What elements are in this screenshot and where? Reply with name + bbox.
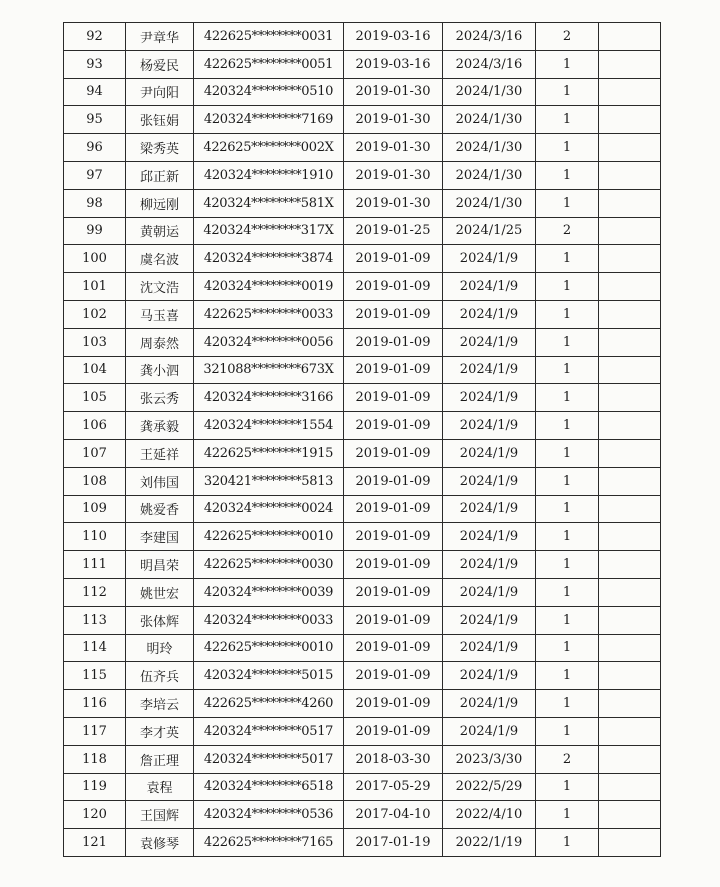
count-cell: 1	[536, 801, 599, 829]
count-cell: 1	[536, 634, 599, 662]
row-number-cell: 118	[64, 745, 126, 773]
empty-remark-cell	[599, 78, 661, 106]
start-date-cell: 2019-01-09	[344, 273, 443, 301]
table-row	[64, 745, 661, 773]
count-cell: 1	[536, 773, 599, 801]
table-row	[64, 78, 661, 106]
table-row	[64, 662, 661, 690]
name-cell: 龚小泗	[126, 356, 194, 384]
count-cell: 1	[536, 495, 599, 523]
start-date-cell: 2019-01-09	[344, 690, 443, 718]
count-cell: 1	[536, 717, 599, 745]
count-cell: 1	[536, 78, 599, 106]
start-date-cell: 2017-05-29	[344, 773, 443, 801]
table-row	[64, 245, 661, 273]
id-number-cell: 320421********5813	[194, 467, 344, 495]
end-date-cell: 2022/5/29	[443, 773, 536, 801]
table-row	[64, 439, 661, 467]
id-number-cell: 422625********0010	[194, 634, 344, 662]
empty-remark-cell	[599, 690, 661, 718]
end-date-cell: 2024/1/9	[443, 495, 536, 523]
start-date-cell: 2019-01-09	[344, 495, 443, 523]
table-row	[64, 523, 661, 551]
id-number-cell: 420324********0019	[194, 273, 344, 301]
row-number-cell: 105	[64, 384, 126, 412]
id-number-cell: 420324********5017	[194, 745, 344, 773]
count-cell: 1	[536, 106, 599, 134]
count-cell: 2	[536, 217, 599, 245]
id-number-cell: 420324********0536	[194, 801, 344, 829]
id-number-cell: 422625********7165	[194, 829, 344, 857]
name-cell: 李培云	[126, 690, 194, 718]
table-row	[64, 134, 661, 162]
name-cell: 柳远刚	[126, 189, 194, 217]
name-cell: 梁秀英	[126, 134, 194, 162]
start-date-cell: 2017-04-10	[344, 801, 443, 829]
start-date-cell: 2019-01-30	[344, 161, 443, 189]
row-number-cell: 96	[64, 134, 126, 162]
table-row	[64, 690, 661, 718]
start-date-cell: 2019-01-09	[344, 578, 443, 606]
row-number-cell: 119	[64, 773, 126, 801]
empty-remark-cell	[599, 50, 661, 78]
id-number-cell: 422625********4260	[194, 690, 344, 718]
count-cell: 2	[536, 23, 599, 51]
empty-remark-cell	[599, 662, 661, 690]
row-number-cell: 112	[64, 578, 126, 606]
end-date-cell: 2024/3/16	[443, 50, 536, 78]
row-number-cell: 106	[64, 412, 126, 440]
start-date-cell: 2019-01-09	[344, 439, 443, 467]
name-cell: 姚世宏	[126, 578, 194, 606]
name-cell: 沈文浩	[126, 273, 194, 301]
empty-remark-cell	[599, 161, 661, 189]
empty-remark-cell	[599, 356, 661, 384]
name-cell: 黄朝运	[126, 217, 194, 245]
name-cell: 明昌荣	[126, 551, 194, 579]
end-date-cell: 2024/1/9	[443, 523, 536, 551]
empty-remark-cell	[599, 801, 661, 829]
count-cell: 1	[536, 273, 599, 301]
row-number-cell: 121	[64, 829, 126, 857]
end-date-cell: 2024/1/9	[443, 717, 536, 745]
row-number-cell: 94	[64, 78, 126, 106]
name-cell: 刘伟国	[126, 467, 194, 495]
row-number-cell: 111	[64, 551, 126, 579]
start-date-cell: 2019-01-30	[344, 78, 443, 106]
name-cell: 李才英	[126, 717, 194, 745]
end-date-cell: 2024/1/30	[443, 161, 536, 189]
count-cell: 1	[536, 829, 599, 857]
row-number-cell: 114	[64, 634, 126, 662]
count-cell: 1	[536, 189, 599, 217]
end-date-cell: 2024/1/9	[443, 412, 536, 440]
table-row	[64, 829, 661, 857]
count-cell: 1	[536, 578, 599, 606]
empty-remark-cell	[599, 217, 661, 245]
end-date-cell: 2024/1/9	[443, 356, 536, 384]
start-date-cell: 2019-01-09	[344, 551, 443, 579]
start-date-cell: 2019-01-09	[344, 717, 443, 745]
id-number-cell: 422625********0031	[194, 23, 344, 51]
name-cell: 周泰然	[126, 328, 194, 356]
count-cell: 1	[536, 161, 599, 189]
empty-remark-cell	[599, 412, 661, 440]
count-cell: 1	[536, 384, 599, 412]
id-number-cell: 420324********317X	[194, 217, 344, 245]
table-row	[64, 356, 661, 384]
row-number-cell: 110	[64, 523, 126, 551]
start-date-cell: 2019-01-09	[344, 606, 443, 634]
row-number-cell: 103	[64, 328, 126, 356]
empty-remark-cell	[599, 384, 661, 412]
empty-remark-cell	[599, 328, 661, 356]
name-cell: 袁程	[126, 773, 194, 801]
row-number-cell: 97	[64, 161, 126, 189]
name-cell: 张体辉	[126, 606, 194, 634]
id-number-cell: 420324********581X	[194, 189, 344, 217]
start-date-cell: 2019-01-09	[344, 356, 443, 384]
table-row	[64, 217, 661, 245]
name-cell: 马玉喜	[126, 300, 194, 328]
count-cell: 1	[536, 50, 599, 78]
row-number-cell: 115	[64, 662, 126, 690]
end-date-cell: 2024/1/9	[443, 245, 536, 273]
name-cell: 邱正新	[126, 161, 194, 189]
name-cell: 龚承毅	[126, 412, 194, 440]
end-date-cell: 2024/1/9	[443, 606, 536, 634]
end-date-cell: 2024/1/9	[443, 467, 536, 495]
count-cell: 2	[536, 745, 599, 773]
start-date-cell: 2019-01-09	[344, 662, 443, 690]
empty-remark-cell	[599, 578, 661, 606]
row-number-cell: 108	[64, 467, 126, 495]
id-number-cell: 422625********0030	[194, 551, 344, 579]
count-cell: 1	[536, 523, 599, 551]
start-date-cell: 2019-01-09	[344, 412, 443, 440]
empty-remark-cell	[599, 717, 661, 745]
table-row	[64, 578, 661, 606]
table-row	[64, 634, 661, 662]
start-date-cell: 2019-01-09	[344, 300, 443, 328]
name-cell: 詹正理	[126, 745, 194, 773]
end-date-cell: 2024/1/9	[443, 439, 536, 467]
row-number-cell: 95	[64, 106, 126, 134]
id-number-cell: 422625********0010	[194, 523, 344, 551]
table-row	[64, 161, 661, 189]
empty-remark-cell	[599, 300, 661, 328]
name-cell: 李建国	[126, 523, 194, 551]
empty-remark-cell	[599, 634, 661, 662]
id-number-cell: 422625********0033	[194, 300, 344, 328]
start-date-cell: 2019-01-30	[344, 134, 443, 162]
id-number-cell: 420324********3166	[194, 384, 344, 412]
row-number-cell: 98	[64, 189, 126, 217]
end-date-cell: 2023/3/30	[443, 745, 536, 773]
id-number-cell: 420324********3874	[194, 245, 344, 273]
start-date-cell: 2019-01-09	[344, 384, 443, 412]
id-number-cell: 420324********0056	[194, 328, 344, 356]
empty-remark-cell	[599, 745, 661, 773]
table-row	[64, 189, 661, 217]
end-date-cell: 2024/1/9	[443, 384, 536, 412]
start-date-cell: 2019-01-30	[344, 189, 443, 217]
count-cell: 1	[536, 439, 599, 467]
count-cell: 1	[536, 412, 599, 440]
row-number-cell: 100	[64, 245, 126, 273]
id-number-cell: 420324********1554	[194, 412, 344, 440]
end-date-cell: 2024/1/9	[443, 273, 536, 301]
id-number-cell: 422625********0051	[194, 50, 344, 78]
end-date-cell: 2024/1/9	[443, 578, 536, 606]
id-number-cell: 420324********0039	[194, 578, 344, 606]
name-cell: 尹章华	[126, 23, 194, 51]
count-cell: 1	[536, 690, 599, 718]
empty-remark-cell	[599, 829, 661, 857]
id-number-cell: 420324********0510	[194, 78, 344, 106]
count-cell: 1	[536, 328, 599, 356]
table-row	[64, 717, 661, 745]
empty-remark-cell	[599, 245, 661, 273]
end-date-cell: 2024/1/30	[443, 189, 536, 217]
row-number-cell: 116	[64, 690, 126, 718]
start-date-cell: 2018-03-30	[344, 745, 443, 773]
start-date-cell: 2019-01-09	[344, 467, 443, 495]
empty-remark-cell	[599, 467, 661, 495]
records-table	[63, 22, 661, 857]
id-number-cell: 420324********7169	[194, 106, 344, 134]
name-cell: 姚爱香	[126, 495, 194, 523]
end-date-cell: 2024/3/16	[443, 23, 536, 51]
empty-remark-cell	[599, 551, 661, 579]
end-date-cell: 2024/1/9	[443, 662, 536, 690]
end-date-cell: 2022/1/19	[443, 829, 536, 857]
start-date-cell: 2019-01-09	[344, 523, 443, 551]
empty-remark-cell	[599, 189, 661, 217]
table-row	[64, 328, 661, 356]
table-row	[64, 50, 661, 78]
row-number-cell: 113	[64, 606, 126, 634]
count-cell: 1	[536, 300, 599, 328]
name-cell: 张云秀	[126, 384, 194, 412]
id-number-cell: 420324********5015	[194, 662, 344, 690]
name-cell: 尹向阳	[126, 78, 194, 106]
table-row	[64, 106, 661, 134]
end-date-cell: 2024/1/25	[443, 217, 536, 245]
start-date-cell: 2019-01-25	[344, 217, 443, 245]
end-date-cell: 2024/1/9	[443, 690, 536, 718]
id-number-cell: 420324********0024	[194, 495, 344, 523]
empty-remark-cell	[599, 523, 661, 551]
start-date-cell: 2019-01-09	[344, 634, 443, 662]
count-cell: 1	[536, 245, 599, 273]
id-number-cell: 422625********1915	[194, 439, 344, 467]
row-number-cell: 109	[64, 495, 126, 523]
table-row	[64, 606, 661, 634]
empty-remark-cell	[599, 439, 661, 467]
start-date-cell: 2019-03-16	[344, 50, 443, 78]
id-number-cell: 420324********6518	[194, 773, 344, 801]
row-number-cell: 117	[64, 717, 126, 745]
end-date-cell: 2024/1/30	[443, 106, 536, 134]
name-cell: 明玲	[126, 634, 194, 662]
id-number-cell: 420324********0033	[194, 606, 344, 634]
table-row	[64, 412, 661, 440]
table-row	[64, 551, 661, 579]
table-row	[64, 495, 661, 523]
empty-remark-cell	[599, 773, 661, 801]
end-date-cell: 2024/1/30	[443, 134, 536, 162]
name-cell: 王延祥	[126, 439, 194, 467]
id-number-cell: 420324********1910	[194, 161, 344, 189]
id-number-cell: 422625********002X	[194, 134, 344, 162]
records-table-body	[64, 23, 661, 857]
id-number-cell: 321088********673X	[194, 356, 344, 384]
empty-remark-cell	[599, 23, 661, 51]
table-row	[64, 273, 661, 301]
table-row	[64, 300, 661, 328]
count-cell: 1	[536, 356, 599, 384]
end-date-cell: 2024/1/9	[443, 328, 536, 356]
start-date-cell: 2019-03-16	[344, 23, 443, 51]
name-cell: 袁修琴	[126, 829, 194, 857]
count-cell: 1	[536, 662, 599, 690]
row-number-cell: 92	[64, 23, 126, 51]
end-date-cell: 2024/1/9	[443, 300, 536, 328]
count-cell: 1	[536, 134, 599, 162]
row-number-cell: 107	[64, 439, 126, 467]
end-date-cell: 2024/1/9	[443, 634, 536, 662]
count-cell: 1	[536, 606, 599, 634]
start-date-cell: 2017-01-19	[344, 829, 443, 857]
table-row	[64, 467, 661, 495]
start-date-cell: 2019-01-30	[344, 106, 443, 134]
name-cell: 虞名波	[126, 245, 194, 273]
row-number-cell: 101	[64, 273, 126, 301]
empty-remark-cell	[599, 106, 661, 134]
empty-remark-cell	[599, 495, 661, 523]
empty-remark-cell	[599, 134, 661, 162]
table-row	[64, 384, 661, 412]
start-date-cell: 2019-01-09	[344, 245, 443, 273]
start-date-cell: 2019-01-09	[344, 328, 443, 356]
row-number-cell: 120	[64, 801, 126, 829]
end-date-cell: 2024/1/9	[443, 551, 536, 579]
count-cell: 1	[536, 467, 599, 495]
name-cell: 王国辉	[126, 801, 194, 829]
end-date-cell: 2022/4/10	[443, 801, 536, 829]
name-cell: 杨爱民	[126, 50, 194, 78]
table-row	[64, 23, 661, 51]
name-cell: 伍齐兵	[126, 662, 194, 690]
name-cell: 张钰娟	[126, 106, 194, 134]
empty-remark-cell	[599, 606, 661, 634]
row-number-cell: 104	[64, 356, 126, 384]
row-number-cell: 102	[64, 300, 126, 328]
count-cell: 1	[536, 551, 599, 579]
end-date-cell: 2024/1/30	[443, 78, 536, 106]
table-row	[64, 773, 661, 801]
row-number-cell: 99	[64, 217, 126, 245]
empty-remark-cell	[599, 273, 661, 301]
id-number-cell: 420324********0517	[194, 717, 344, 745]
table-row	[64, 801, 661, 829]
row-number-cell: 93	[64, 50, 126, 78]
